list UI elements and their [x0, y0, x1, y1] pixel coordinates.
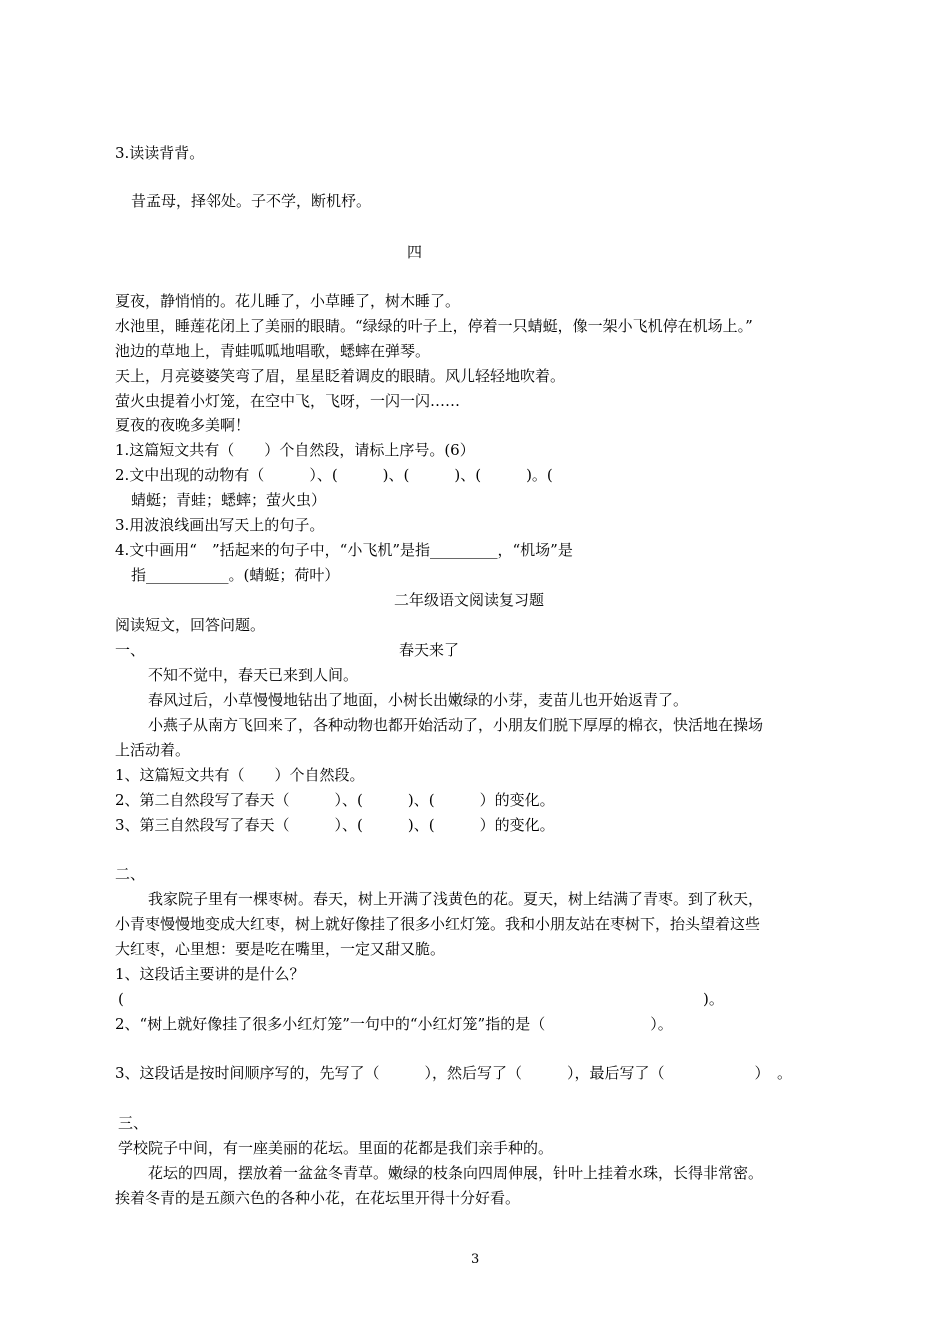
question-3-heading: 3.读读背背。	[115, 144, 205, 162]
passage-4-line: 夏夜，静悄悄的。花儿睡了，小草睡了，树木睡了。	[115, 292, 461, 310]
passage-1-line: 上活动着。	[115, 741, 191, 759]
passage-3-line: 挨着冬青的是五颜六色的各种小花，在花坛里开得十分好看。	[115, 1189, 521, 1207]
question-4-2: 2.文中出现的动物有（ ）、( )、( )、( )。(	[115, 466, 553, 484]
question-4-4: 4.文中画用“ ”括起来的句子中，“小飞机”是指_________，“机场”是	[115, 541, 573, 559]
question-2-1: 1、这段话主要讲的是什么？	[115, 965, 305, 983]
question-4-1: 1.这篇短文共有（ ）个自然段，请标上序号。(6）	[115, 441, 475, 459]
passage-3-line: 花坛的四周，摆放着一盆盆冬青草。嫩绿的枝条向四周伸展，针叶上挂着水珠，长得非常密。	[148, 1164, 764, 1182]
instructions: 阅读短文，回答问题。	[115, 616, 266, 634]
part-1-title: 春天来了	[399, 641, 460, 659]
passage-1-line: 小燕子从南方飞回来了，各种动物也都开始活动了，小朋友们脱下厚厚的棉衣，快活地在操场	[148, 716, 764, 734]
passage-4-line: 水池里，睡莲花闭上了美丽的眼睛。“绿绿的叶子上，停着一只蜻蜓，像一架小飞机停在机场上。”	[115, 317, 753, 335]
worksheet-title: 二年级语文阅读复习题	[394, 591, 545, 609]
passage-2-line: 小青枣慢慢地变成大红枣，树上就好像挂了很多小红灯笼。我和小朋友站在枣树下，抬头望着这些	[115, 915, 761, 933]
passage-1-line: 春风过后，小草慢慢地钻出了地面，小树长出嫩绿的小芽，麦苗儿也开始返青了。	[148, 691, 689, 709]
passage-4-line: 萤火虫提着小灯笼，在空中飞，飞呀，一闪一闪……	[115, 392, 461, 410]
passage-1-line: 不知不觉中，春天已来到人间。	[148, 666, 359, 684]
answer-blank-open: (	[118, 990, 124, 1008]
passage-2-line: 我家院子里有一棵枣树。春天，树上开满了浅黄色的花。夏天，树上结满了青枣。到了秋天，	[148, 890, 764, 908]
part-3-label: 三、	[118, 1114, 149, 1132]
question-2-3: 3、这段话是按时间顺序写的，先写了（ ），然后写了（ ），最后写了（ ） 。	[115, 1064, 793, 1082]
passage-4-line: 天上，月亮婆婆笑弯了眉，星星眨着调皮的眼睛。风儿轻轻地吹着。	[115, 367, 566, 385]
page-number: 3	[471, 1252, 480, 1267]
passage-3-line: 学校院子中间，有一座美丽的花坛。里面的花都是我们亲手种的。	[118, 1139, 554, 1157]
section-4-heading: 四	[407, 243, 423, 261]
part-1-label: 一、	[115, 641, 146, 659]
question-1-3: 3、第三自然段写了春天（ ）、( )、( ）的变化。	[115, 816, 555, 834]
part-2-label: 二、	[115, 865, 146, 883]
passage-4-line: 夏夜的夜晚多美啊！	[115, 416, 251, 434]
question-2-2: 2、“树上就好像挂了很多小红灯笼”一句中的“小红灯笼”指的是（ ）。	[115, 1015, 673, 1033]
answer-4-2: 蜻蜓；青蛙；蟋蟀；萤火虫）	[131, 491, 327, 509]
recite-verse: 昔孟母，择邻处。子不学，断机杼。	[131, 192, 372, 210]
question-4-3: 3.用波浪线画出写天上的句子。	[115, 516, 325, 534]
question-1-1: 1、这篇短文共有（ ）个自然段。	[115, 766, 365, 784]
passage-2-line: 大红枣，心里想：要是吃在嘴里，一定又甜又脆。	[115, 940, 446, 958]
question-1-2: 2、第二自然段写了春天（ ）、( )、( ）的变化。	[115, 791, 555, 809]
passage-4-line: 池边的草地上，青蛙呱呱地唱歌，蟋蟀在弹琴。	[115, 342, 431, 360]
answer-blank-close: )。	[703, 990, 724, 1008]
question-4-4-cont: 指___________。(蜻蜓；荷叶）	[131, 566, 340, 584]
